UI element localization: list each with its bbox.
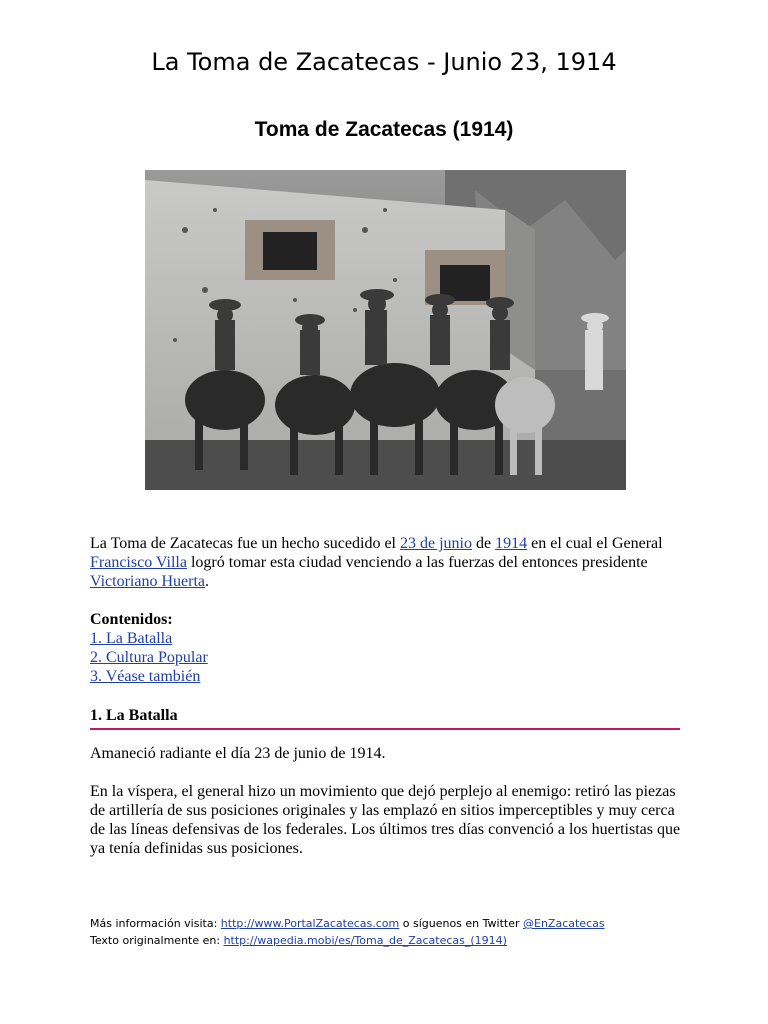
toc-item-vease-tambien[interactable]: 3. Véase también bbox=[90, 668, 201, 685]
document-title: La Toma de Zacatecas - Junio 23, 1914 bbox=[151, 48, 617, 76]
footer-more-info bbox=[90, 915, 730, 932]
toc-heading: Contenidos: bbox=[90, 611, 173, 628]
toc-item-cultura-popular[interactable]: 2. Cultura Popular bbox=[90, 649, 208, 666]
section-paragraph-1: Amaneció radiante el día 23 de junio de 1914. bbox=[90, 745, 386, 762]
footer-more-info-label: Más información visita: bbox=[90, 917, 221, 930]
footer-twitter-link[interactable]: @EnZacatecas bbox=[523, 917, 605, 930]
footer-portal-link[interactable]: http://www.PortalZacatecas.com bbox=[220, 917, 400, 930]
section-heading-la-batalla: 1. La Batalla bbox=[90, 706, 680, 730]
toc-item-la-batalla[interactable]: 1. La Batalla bbox=[90, 630, 173, 647]
link-23-de-junio[interactable]: 23 de junio bbox=[400, 535, 472, 552]
footer-source-link[interactable]: http://wapedia.mobi/es/Toma_de_Zacatecas_(1914) bbox=[223, 934, 507, 947]
footer-source-label: Texto originalmente en: bbox=[90, 934, 224, 947]
article-heading-text: Toma de Zacatecas bbox=[254, 118, 447, 141]
link-1914[interactable]: 1914 bbox=[495, 535, 528, 552]
intro-text-2: de bbox=[472, 535, 496, 552]
intro-paragraph bbox=[90, 534, 690, 591]
intro-text-1: La Toma de Zacatecas fue un hecho sucedido el bbox=[90, 535, 400, 552]
article-heading-year: (1914) bbox=[452, 118, 514, 141]
table-of-contents bbox=[90, 610, 690, 686]
historical-photo bbox=[145, 170, 626, 490]
article-heading bbox=[0, 118, 768, 142]
section-paragraph-2: En la víspera, el general hizo un movimiento que dejó perplejo al enemigo: retiró las piezas de artillería de sus posiciones originales y las emplazó en sitios imperceptibles y muy cerca de las líneas defensivas de los federales. Los últimos tres días convenció a los huertistas que ya tenía definidas sus posiciones. bbox=[90, 783, 681, 857]
intro-text-5: . bbox=[205, 573, 209, 590]
intro-text-4: logró tomar esta ciudad venciendo a las fuerzas del entonces presidente bbox=[186, 554, 648, 571]
link-francisco-villa[interactable]: Francisco Villa bbox=[90, 554, 187, 571]
photo-illustration bbox=[145, 170, 626, 490]
link-victoriano-huerta[interactable]: Victoriano Huerta bbox=[90, 573, 205, 590]
footer-follow-text: o síguenos en Twitter bbox=[399, 917, 523, 930]
footer-source bbox=[90, 932, 730, 949]
intro-text-3: en el cual el General bbox=[527, 535, 663, 552]
